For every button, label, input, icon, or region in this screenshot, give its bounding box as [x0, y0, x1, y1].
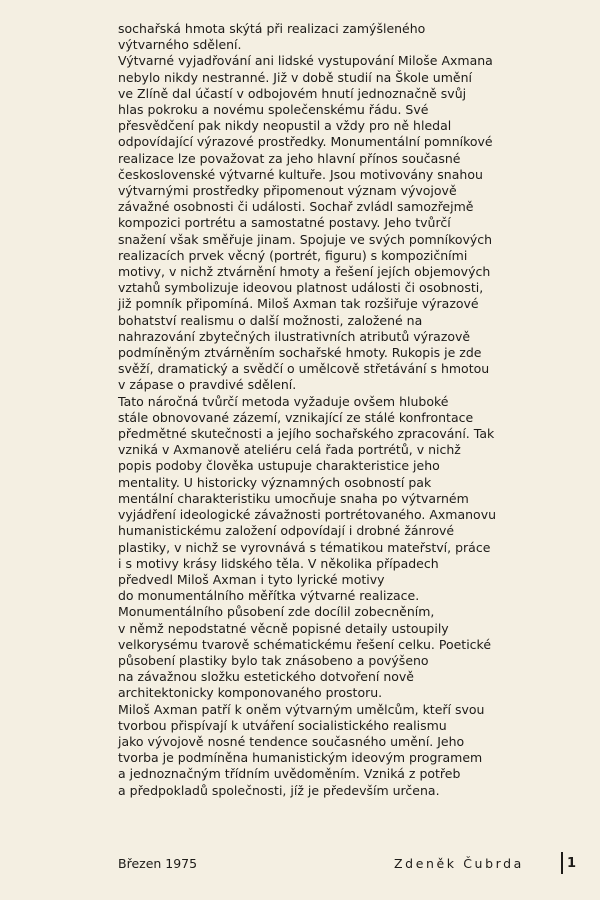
- text-line: plastiky, v nichž se vyrovnává s tématikou mateřství, práce: [118, 539, 491, 555]
- text-line: svěží, dramatický a svědčí o umělcově střetávání s hmotou: [118, 361, 490, 377]
- text-line: a jednoznačným třídním uvědoměním. Vzniká z potřeb: [118, 766, 461, 782]
- footer-author: Zdeněk Čubrda: [394, 856, 524, 871]
- text-line: stále obnovované zázemí, vznikající ze stálé konfrontace: [118, 409, 474, 425]
- text-line: Tato náročná tvůrčí metoda vyžaduje ovšem hluboké: [118, 393, 449, 409]
- text-line: hlas pokroku a novému společenskému řádu. Své: [118, 102, 429, 118]
- text-line: humanistickému založení odpovídají i drobné žánrové: [118, 523, 455, 539]
- text-line: předmětné skutečnosti a jejího sochařského zpracování. Tak: [118, 426, 495, 442]
- text-line: Miloš Axman patří k oněm výtvarným umělcům, kteří svou: [118, 701, 485, 717]
- text-line: popis podoby člověka ustupuje charakteristice jeho: [118, 458, 440, 474]
- text-line: tvorbou přispívají k utváření socialistického realismu: [118, 717, 447, 733]
- text-line: podmíněným ztvárněním sochařské hmoty. Rukopis je zde: [118, 345, 482, 361]
- text-line: v němž nepodstatné věcně popisné detaily ustoupily: [118, 620, 449, 636]
- text-line: i s motivy krásy lidského těla. V několika případech: [118, 555, 439, 571]
- page-number: 1: [567, 855, 577, 871]
- text-line: již pomník připomíná. Miloš Axman tak rozšiřuje výrazové: [118, 296, 479, 312]
- text-line: architektonicky komponovaného prostoru.: [118, 685, 383, 701]
- body-text: [118, 21, 558, 799]
- text-line: realizacích prvek věcný (portrét, figuru) s kompozičními: [118, 247, 468, 263]
- text-line: realizace lze považovat za jeho hlavní přínos současné: [118, 150, 461, 166]
- text-line: velkorysému tvarově schématickému řešení celku. Poetické: [118, 636, 492, 652]
- footer: [118, 856, 558, 874]
- text-line: předvedl Miloš Axman i tyto lyrické motivy: [118, 571, 385, 587]
- text-line: přesvědčení pak nikdy neopustil a vždy pro ně hledal: [118, 118, 452, 134]
- text-line: tvorba je podmíněna humanistickým ideovým programem: [118, 750, 483, 766]
- text-line: Výtvarné vyjadřování ani lidské vystupování Miloše Axmana: [118, 53, 493, 69]
- text-line: působení plastiky bylo tak znásobeno a povýšeno: [118, 652, 429, 668]
- text-line: nebylo nikdy nestranné. Již v době studií na Škole umění: [118, 69, 472, 85]
- page-number-mark: [561, 851, 576, 875]
- text-line: Monumentálního působení zde docílil zobecněním,: [118, 604, 435, 620]
- text-line: jako vývojově nosné tendence současného umění. Jeho: [118, 733, 465, 749]
- text-line: závažné osobnosti či události. Sochař zvládl samozřejmě: [118, 199, 474, 215]
- text-line: bohatství realismu o další možnosti, založené na: [118, 312, 423, 328]
- text-line: sochařská hmota skýtá při realizaci zamýšleného: [118, 21, 426, 36]
- text-line: mentální charakteristiku umocňuje snaha po výtvarném: [118, 490, 469, 506]
- text-line: motivy, v nichž ztvárnění hmoty a řešení jejích objemových: [118, 264, 491, 280]
- text-line: do monumentálního měřítka výtvarné realizace.: [118, 588, 420, 604]
- text-line: československé výtvarné kultuře. Jsou motivovány snahou: [118, 166, 483, 182]
- text-line: výtvarného sdělení.: [118, 37, 242, 53]
- page-number-divider: [561, 852, 563, 874]
- text-line: odpovídající výrazové prostředky. Monumentální pomníkové: [118, 134, 493, 150]
- text-line: kompozici portrétu a samostatné postavy. Jeho tvůrčí: [118, 215, 451, 231]
- text-line: mentality. U historicky významných osobností pak: [118, 474, 432, 490]
- text-line: nahrazování zbytečných ilustrativních atributů výrazově: [118, 328, 471, 344]
- text-line: na závažnou složku estetického dotvoření nově: [118, 669, 414, 685]
- footer-date: Březen 1975: [118, 856, 198, 871]
- text-line: vztahů symbolizuje ideovou platnost události či osobnosti,: [118, 280, 484, 296]
- text-line: vyjádření ideologické závažnosti portrétovaného. Axmanovu: [118, 507, 497, 523]
- text-line: v zápase o pravdivé sdělení.: [118, 377, 297, 393]
- text-line: snažení však směřuje jinam. Spojuje ve svých pomníkových: [118, 231, 493, 247]
- text-line: výtvarnými prostředky připomenout význam vývojově: [118, 183, 457, 199]
- text-line: vzniká v Axmanově ateliéru celá řada portrétů, v nichž: [118, 442, 461, 458]
- text-line: a předpokladů společnosti, jíž je především určena.: [118, 782, 440, 798]
- text-line: ve Zlíně dal účastí v odbojovém hnutí jednoznačně svůj: [118, 85, 467, 101]
